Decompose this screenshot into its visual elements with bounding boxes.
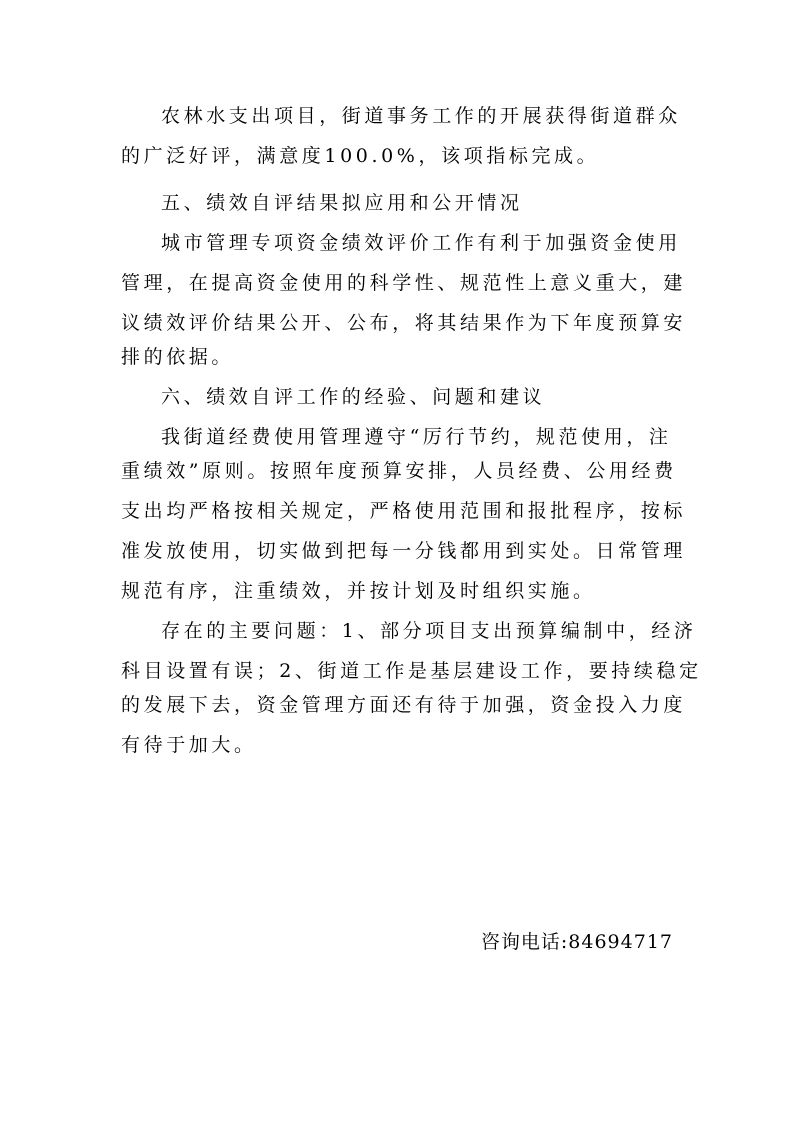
section-heading-6: 六、绩效自评工作的经验、问题和建议	[161, 386, 546, 408]
paragraph-line: 准发放使用，切实做到把每一分钱都用到实处。日常管理	[121, 540, 687, 562]
paragraph-line: 支出均严格按相关规定，严格使用范围和报批程序，按标	[121, 500, 687, 522]
paragraph-line: 排的依据。	[121, 346, 235, 368]
paragraph-line: 的广泛好评，满意度100.0%，该项指标完成。	[121, 145, 600, 167]
paragraph-line: 有待于加大。	[121, 734, 257, 756]
paragraph-line: 议绩效评价结果公开、公布，将其结果作为下年度预算安	[121, 312, 687, 334]
contact-phone: 咨询电话:84694717	[480, 931, 673, 953]
paragraph-line: 城市管理专项资金绩效评价工作有利于加强资金使用	[161, 232, 681, 254]
paragraph-line: 重绩效”原则。按照年度预算安排，人员经费、公用经费	[121, 460, 677, 482]
paragraph-line: 管理，在提高资金使用的科学性、规范性上意义重大，建	[121, 272, 687, 294]
paragraph-line: 我街道经费使用管理遵守“厉行节约，规范使用，注	[161, 426, 672, 448]
paragraph-line: 农林水支出项目，街道事务工作的开展获得街道群众	[161, 105, 681, 127]
paragraph-line: 科目设置有误；2、街道工作是基层建设工作，要持续稳定	[121, 660, 702, 682]
paragraph-line: 的发展下去，资金管理方面还有待于加强，资金投入力度	[121, 694, 687, 716]
paragraph-line: 存在的主要问题：1、部分项目支出预算编制中，经济	[161, 620, 697, 642]
section-heading-5: 五、绩效自评结果拟应用和公开情况	[161, 192, 523, 214]
paragraph-line: 规范有序，注重绩效，并按计划及时组织实施。	[121, 580, 596, 602]
